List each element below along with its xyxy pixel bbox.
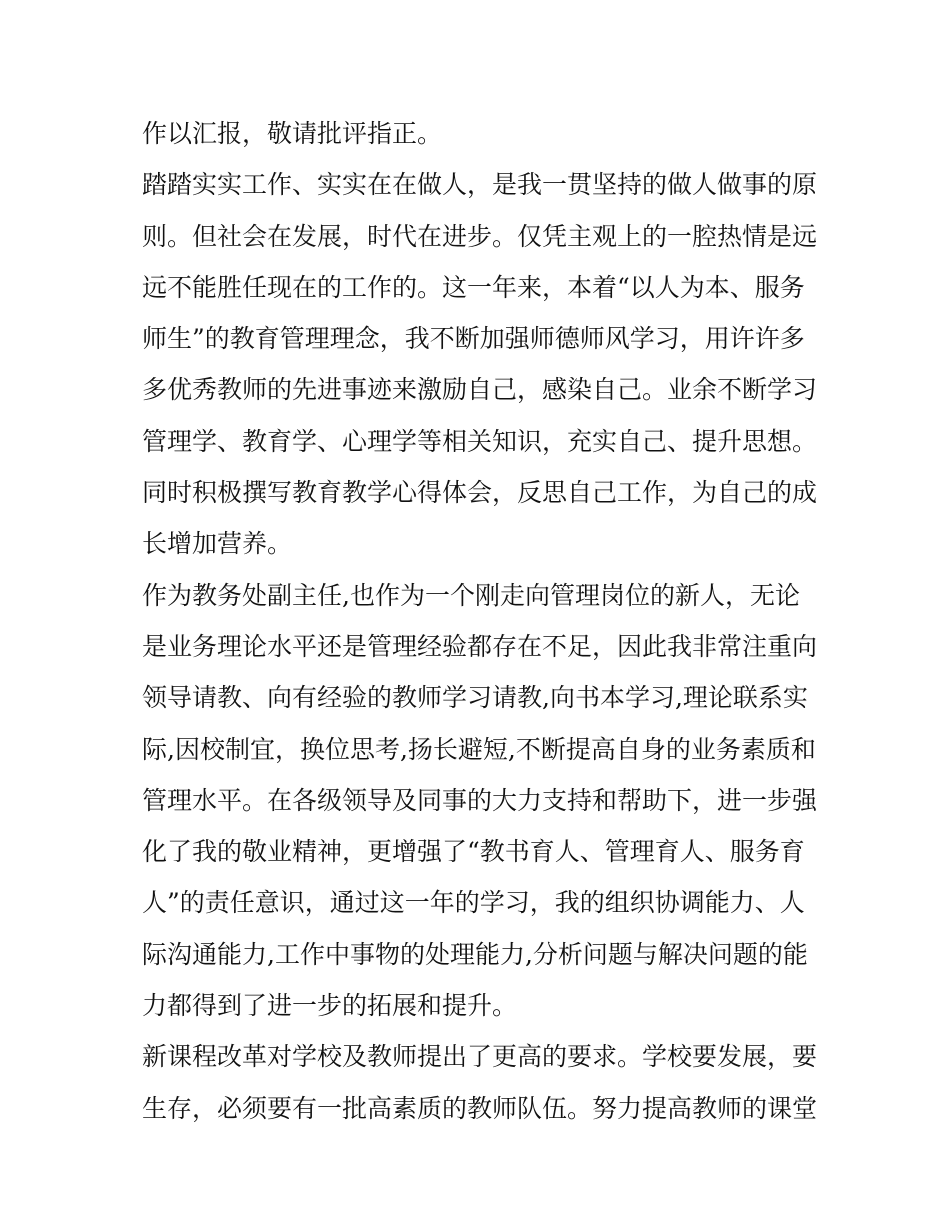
text-line: 新课程改革对学校及教师提出了更高的要求。学校要发展，要 <box>142 1042 818 1072</box>
text-line: 生存，必须要有一批高素质的教师队伍。努力提高教师的课堂 <box>142 1093 818 1123</box>
text-line: 同时积极撰写教育教学心得体会，反思自己工作，为自己的成 <box>142 478 818 508</box>
text-line: 际沟通能力,工作中事物的处理能力,分析问题与解决问题的能 <box>142 939 808 969</box>
text-line: 管理学、教育学、心理学等相关知识，充实自己、提升思想。 <box>142 426 818 456</box>
document-body <box>142 108 822 1134</box>
text-line: 管理水平。在各级领导及同事的大力支持和帮助下，进一步强 <box>142 785 818 815</box>
text-line: 作为教务处副主任,也作为一个刚走向管理岗位的新人，无论 <box>142 580 800 610</box>
text-line: 人”的责任意识，通过这一年的学习，我的组织协调能力、人 <box>142 888 805 918</box>
text-line: 力都得到了进一步的拓展和提升。 <box>142 991 518 1021</box>
text-line: 则。但社会在发展，时代在进步。仅凭主观上的一腔热情是远 <box>142 221 818 251</box>
text-line: 作以汇报，敬请批评指正。 <box>142 119 443 148</box>
text-line: 踏踏实实工作、实实在在做人，是我一贯坚持的做人做事的原 <box>142 170 818 200</box>
text-line: 师生”的教育管理理念，我不断加强师德师风学习，用许许多 <box>142 324 805 354</box>
text-line: 化了我的敬业精神，更增强了“教书育人、管理育人、服务育 <box>142 837 805 867</box>
text-line: 远不能胜任现在的工作的。这一年来，本着“以人为本、服务 <box>142 272 805 302</box>
text-line: 长增加营养。 <box>142 529 293 559</box>
text-line: 是业务理论水平还是管理经验都存在不足，因此我非常注重向 <box>142 631 818 661</box>
text-line: 领导请教、向有经验的教师学习请教,向书本学习,理论联系实 <box>142 683 808 713</box>
text-line: 际,因校制宜，换位思考,扬长避短,不断提高自身的业务素质和 <box>142 734 816 764</box>
text-line: 多优秀教师的先进事迹来激励自己，感染自己。业余不断学习 <box>142 375 818 405</box>
